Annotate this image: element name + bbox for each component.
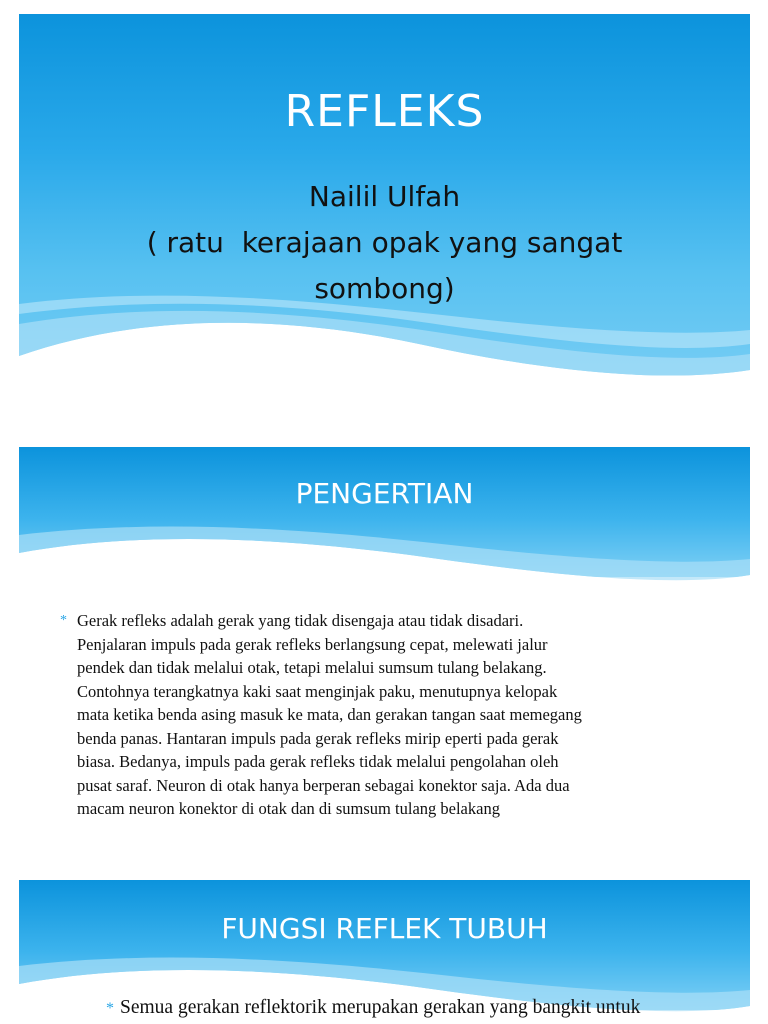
bullet-line: Semua gerakan reflektorik merupakan gerakan yang bangkit untuk: [120, 997, 641, 1018]
paragraph-line: biasa. Bedanya, impuls pada gerak refleks tidak melalui pengolahan oleh: [77, 752, 559, 771]
paragraph-line: mata ketika benda asing masuk ke mata, dan gerakan tangan saat memegang: [77, 705, 582, 724]
paragraph-line: Contohnya terangkatnya kaki saat menginjak paku, menutupnya kelopak: [77, 681, 558, 701]
slide-title: [19, 14, 750, 410]
wave-decoration: [19, 447, 750, 607]
slide-pengertian: [19, 447, 750, 843]
bullet-star-icon: *: [106, 1000, 114, 1017]
subtitle-line: Nailil Ulfah: [308, 180, 461, 213]
section-title: FUNGSI REFLEK TUBUH: [221, 912, 548, 945]
bullet-star-icon: *: [60, 613, 67, 628]
slide-title-text: REFLEKS: [284, 86, 485, 137]
section-title: PENGERTIAN: [295, 477, 474, 510]
paragraph-line: macam neuron konektor di otak dan di sumsum tulang belakang: [77, 799, 500, 818]
slide-fungsi: [19, 880, 750, 1024]
paragraph-line: pusat saraf. Neuron di otak hanya berperan sebagai konektor saja. Ada dua: [77, 775, 570, 795]
bullet-text: [106, 996, 746, 1021]
bullet-paragraph: [60, 609, 697, 821]
subtitle-line: ( ratu kerajaan opak yang sangat: [146, 226, 623, 259]
paragraph-line: pendek dan tidak melalui otak, tetapi melalui sumsum tulang belakang.: [77, 658, 547, 677]
paragraph-line: benda panas. Hantaran impuls pada gerak refleks mirip eperti pada gerak: [77, 728, 559, 748]
subtitle-line: sombong): [314, 272, 455, 305]
paragraph-line: Penjalaran impuls pada gerak refleks berlangsung cepat, melewati jalur: [77, 634, 548, 654]
slide-subtitle: [19, 174, 750, 312]
paragraph-line: Gerak refleks adalah gerak yang tidak disengaja atau tidak disadari.: [77, 611, 524, 630]
